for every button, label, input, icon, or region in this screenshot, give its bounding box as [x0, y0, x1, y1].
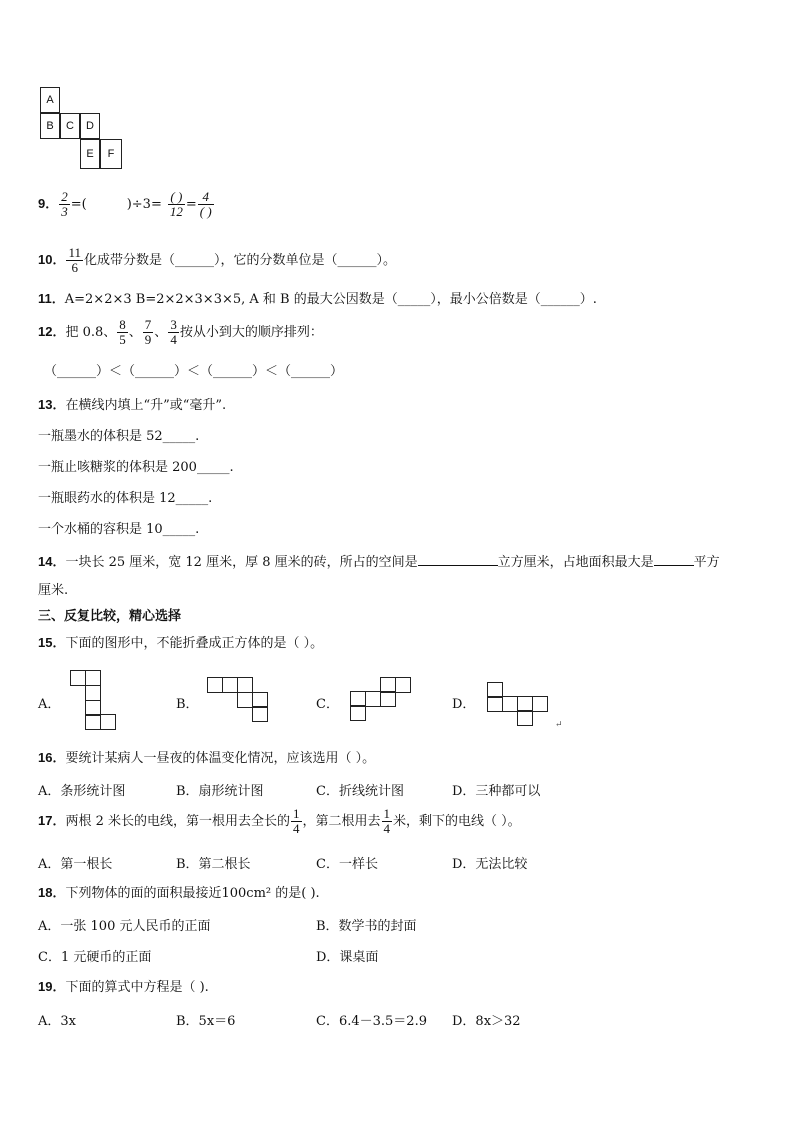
fraction: $\frac{11}{6}$ [68, 245, 81, 275]
option-d[interactable]: D． [452, 697, 476, 712]
question-number: 17． [38, 813, 66, 828]
option-c[interactable]: C．1 元硬币的正面 [38, 950, 152, 965]
question-text: 下面的算式中方程是（ ). [65, 980, 209, 995]
option-b[interactable]: B．数学书的封面 [316, 919, 417, 934]
option-a[interactable]: A．3x [38, 1014, 76, 1029]
net-cell-a: A [40, 87, 60, 113]
question-15 [38, 634, 323, 653]
question-18 [38, 884, 320, 903]
question-13 [38, 396, 226, 415]
question-12: 12．把 0.8、 $\frac{8}{5}$ 、 $\frac{7}{9}$ 、 $\frac{3}{4}$ 按从小到大的顺序排列： [38, 317, 323, 347]
option-b[interactable]: B．5x＝6 [176, 1014, 236, 1029]
question-13-item: 一瓶眼药水的体积是 12_____. [38, 491, 213, 506]
fraction: $\frac{1}{4}$ [293, 806, 300, 836]
net-cell-f: F [100, 139, 122, 169]
question-text: 下列物体的面的面积最接近100cm² 的是( ). [65, 886, 320, 901]
option-c[interactable]: C．折线统计图 [316, 784, 404, 799]
net-cell-b: B [40, 113, 60, 139]
option-d[interactable]: D．无法比较 [452, 857, 528, 872]
question-9: 9． $\frac{2}{3}$ =( )÷3= $\frac{( )}{12}$ = $\frac{4}{( )}$ [38, 189, 212, 219]
question-14-continued: 厘米. [38, 583, 69, 598]
question-number: 11． [38, 291, 65, 306]
fraction: $\frac{2}{3}$ [61, 189, 68, 219]
question-number: 10． [38, 252, 66, 267]
question-13-item: 一瓶止咳糖浆的体积是 200_____. [38, 460, 234, 475]
question-number: 14． [38, 554, 66, 569]
question-10 [38, 246, 396, 275]
option-c[interactable]: C．一样长 [316, 857, 378, 872]
option-d[interactable]: D．课桌面 [316, 950, 379, 965]
question-text: 要统计某病人一昼夜的体温变化情况，应该选用（ ）。 [65, 751, 376, 766]
question-13-item: 一瓶墨水的体积是 52_____. [38, 429, 200, 444]
option-d[interactable]: D．8x＞32 [452, 1014, 521, 1029]
fraction: $\frac{8}{5}$ [119, 317, 126, 347]
fraction: $\frac{1}{4}$ [383, 806, 391, 836]
question-text: 下面的图形中，不能折叠成正方体的是（ ）。 [65, 636, 324, 651]
fraction: $\frac{3}{4}$ [170, 317, 177, 347]
option-a[interactable]: A． [38, 697, 61, 712]
question-12-answer-line: （______）＜（______）＜（______）＜（______） [44, 364, 344, 379]
question-number: 12． [38, 324, 66, 339]
option-b[interactable]: B．扇形统计图 [176, 784, 264, 799]
question-11 [38, 290, 597, 309]
question-number: 15． [38, 635, 66, 650]
question-19 [38, 978, 209, 997]
option-a[interactable]: A．第一根长 [38, 857, 113, 872]
fraction: $\frac{7}{9}$ [144, 317, 152, 347]
section-heading: 三、反复比较，精心选择 [38, 609, 182, 624]
question-17: 17．两根 2 米长的电线，第一根用去全长的 $\frac{1}{4}$ ，第二根用去 $\frac{1}{4}$ 米，剩下的电线（ ）。 [38, 806, 521, 836]
question-16 [38, 749, 375, 768]
net-cell-c: C [60, 113, 80, 139]
question-number: 19． [38, 979, 66, 994]
option-d[interactable]: D．三种都可以 [452, 784, 541, 799]
paragraph-mark: ↵ [555, 720, 563, 730]
answer-blank[interactable] [654, 551, 694, 566]
question-number: 13． [38, 397, 66, 412]
option-c[interactable]: C．6.4－3.5＝2.9 [316, 1014, 427, 1029]
net-cell-e: E [80, 139, 100, 169]
question-number: 9． [38, 196, 59, 211]
question-text: 在横线内填上“升”或“毫升”. [65, 398, 227, 413]
question-text: 化成带分数是（______），它的分数单位是（______）。 [84, 253, 397, 268]
question-text: A=2×2×3 B=2×2×3×3×5, A 和 B 的最大公因数是（_____），最小公倍数是（______）. [64, 292, 597, 307]
question-number: 18． [38, 885, 66, 900]
fraction: $\frac{( )}{12}$ [169, 189, 183, 219]
question-number: 16． [38, 750, 66, 765]
option-a[interactable]: A．一张 100 元人民币的正面 [38, 919, 211, 934]
question-13-item: 一个水桶的容积是 10_____. [38, 522, 200, 537]
option-b[interactable]: B．第二根长 [176, 857, 251, 872]
net-cell-d: D [80, 113, 100, 139]
answer-blank[interactable] [418, 551, 498, 566]
option-c[interactable]: C． [316, 697, 339, 712]
option-b[interactable]: B． [176, 697, 199, 712]
option-a[interactable]: A．条形统计图 [38, 784, 126, 799]
fraction: $\frac{4}{( )}$ [199, 189, 212, 219]
question-14: 14．一块长 25 厘米，宽 12 厘米，厚 8 厘米的砖，所占的空间是 立方厘米，占地面积最大是 平方 [38, 551, 720, 572]
